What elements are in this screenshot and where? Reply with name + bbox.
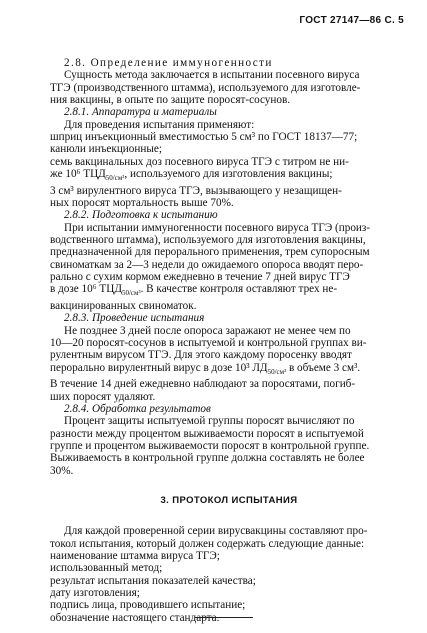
paragraph-line [50, 283, 408, 300]
paragraph-line: ших поросят удаляют. [50, 390, 156, 403]
paragraph-line: вакцинированных свиноматок. [50, 300, 197, 312]
paragraph-line: токол испытания, который должен содержать следующие данные: [50, 537, 365, 550]
paragraph-line: 10—20 поросят-сосунов в испытуемой и контрольной группах ви- [50, 337, 367, 350]
paragraph-line: В течение 14 дней ежедневно наблюдают за поросятами, погиб- [50, 378, 356, 391]
section-2-8-heading: 2.8. Определение иммуногенности [64, 57, 273, 69]
list-item: дату изготовления; [50, 587, 140, 600]
section-2-8-4-heading: 2.8.4. Обработка результатов [64, 402, 211, 415]
paragraph-line: ния вакцины, в опыте по защите поросят-сосунов. [50, 94, 291, 107]
paragraph-line: Процент защиты испытуемой группы поросят вычисляют по [64, 415, 355, 428]
paragraph-line: рулентным вирусом ТГЭ. Для этого каждому поросенку вводят [50, 349, 352, 362]
list-item: семь вакцинальных доз посевного вируса ТГЭ с титром не ни- [50, 155, 349, 168]
paragraph-line: Выживаемость в контрольной группе должна составлять не более [50, 452, 365, 465]
subscript: 50/см³ [267, 367, 287, 376]
paragraph-line: Не позднее 3 дней после опороса заражают не менее чем по [64, 324, 351, 337]
list-item: обозначение настоящего стандарта. [50, 611, 220, 624]
paragraph-line: При испытании иммуногенности посевного вируса ТГЭ (произ- [64, 221, 371, 234]
text-run: , используемого для изготовления вакцины; [124, 168, 333, 181]
list-item: использованный метод; [50, 562, 163, 575]
list-item [50, 168, 408, 185]
paragraph-line: разности между процентом выживаемости поросят в испытуемой [50, 427, 364, 440]
paragraph-line [50, 362, 408, 379]
paragraph-line: Сущность метода заключается в испытании посевного вируса [64, 69, 360, 82]
paragraph-line: Для каждой проверенной серии вирусвакцины составляют про- [64, 525, 368, 538]
end-rule [195, 617, 253, 618]
paragraph-line: ТГЭ (производственного штамма), используемого для изготовле- [50, 81, 361, 94]
text-run: перорально вирулентный вирус в дозе 10³ ЛД [50, 361, 268, 374]
subscript: 50/см³ [105, 174, 125, 183]
section-2-8-3-heading: 2.8.3. Проведение испытания [64, 312, 205, 325]
paragraph-line: группе и процентом выживаемости поросят в контрольной группе. [50, 440, 370, 453]
paragraph-line: предназначенной для перорального применения, трем супоросным [50, 246, 370, 259]
list-item: подпись лица, проводившего испытание; [50, 599, 246, 612]
list-item: канюли инъекционные; [50, 143, 162, 156]
text-run: в дозе 10⁶ ТЦД [50, 283, 122, 296]
text-run: в объеме 3 см³. [286, 361, 361, 374]
subscript: 50/см³ [121, 289, 141, 298]
list-item: 3 см³ вирулентного вируса ТГЭ, вызывающего у незащищен- [50, 184, 342, 197]
section-2-8-2-heading: 2.8.2. Подготовка к испытанию [64, 209, 218, 222]
section-3-title: 3. ПРОТОКОЛ ИСПЫТАНИЯ [160, 495, 298, 507]
paragraph-line: свиноматкам за 2—3 недели до ожидаемого опороса вводят перо- [50, 258, 364, 271]
list-item: шприц инъекционный вместимостью 5 см³ по ГОСТ 18137—77; [50, 131, 358, 144]
section-2-8-1-heading: 2.8.1. Аппаратура и материалы [64, 106, 217, 119]
running-header: ГОСТ 27147—86 С. 5 [299, 15, 404, 26]
list-item: наименование штамма вируса ТГЭ; [50, 550, 220, 563]
paragraph-line: водственного штамма), используемого для изготовления вакцины, [50, 234, 366, 247]
text-run: же 10⁶ ТЦД [50, 168, 106, 181]
paragraph-line: Для проведения испытания применяют: [64, 118, 255, 131]
paragraph-line: 30%. [50, 464, 74, 477]
list-item: ных поросят мортальность выше 70%. [50, 197, 234, 210]
document-body [50, 57, 408, 624]
text-run: . В качестве контроля оставляют трех не- [140, 283, 338, 296]
paragraph-line: рально с сухим кормом ежедневно в течение 7 дней вирус ТГЭ [50, 271, 350, 284]
list-item: результат испытания показателей качества; [50, 574, 256, 587]
